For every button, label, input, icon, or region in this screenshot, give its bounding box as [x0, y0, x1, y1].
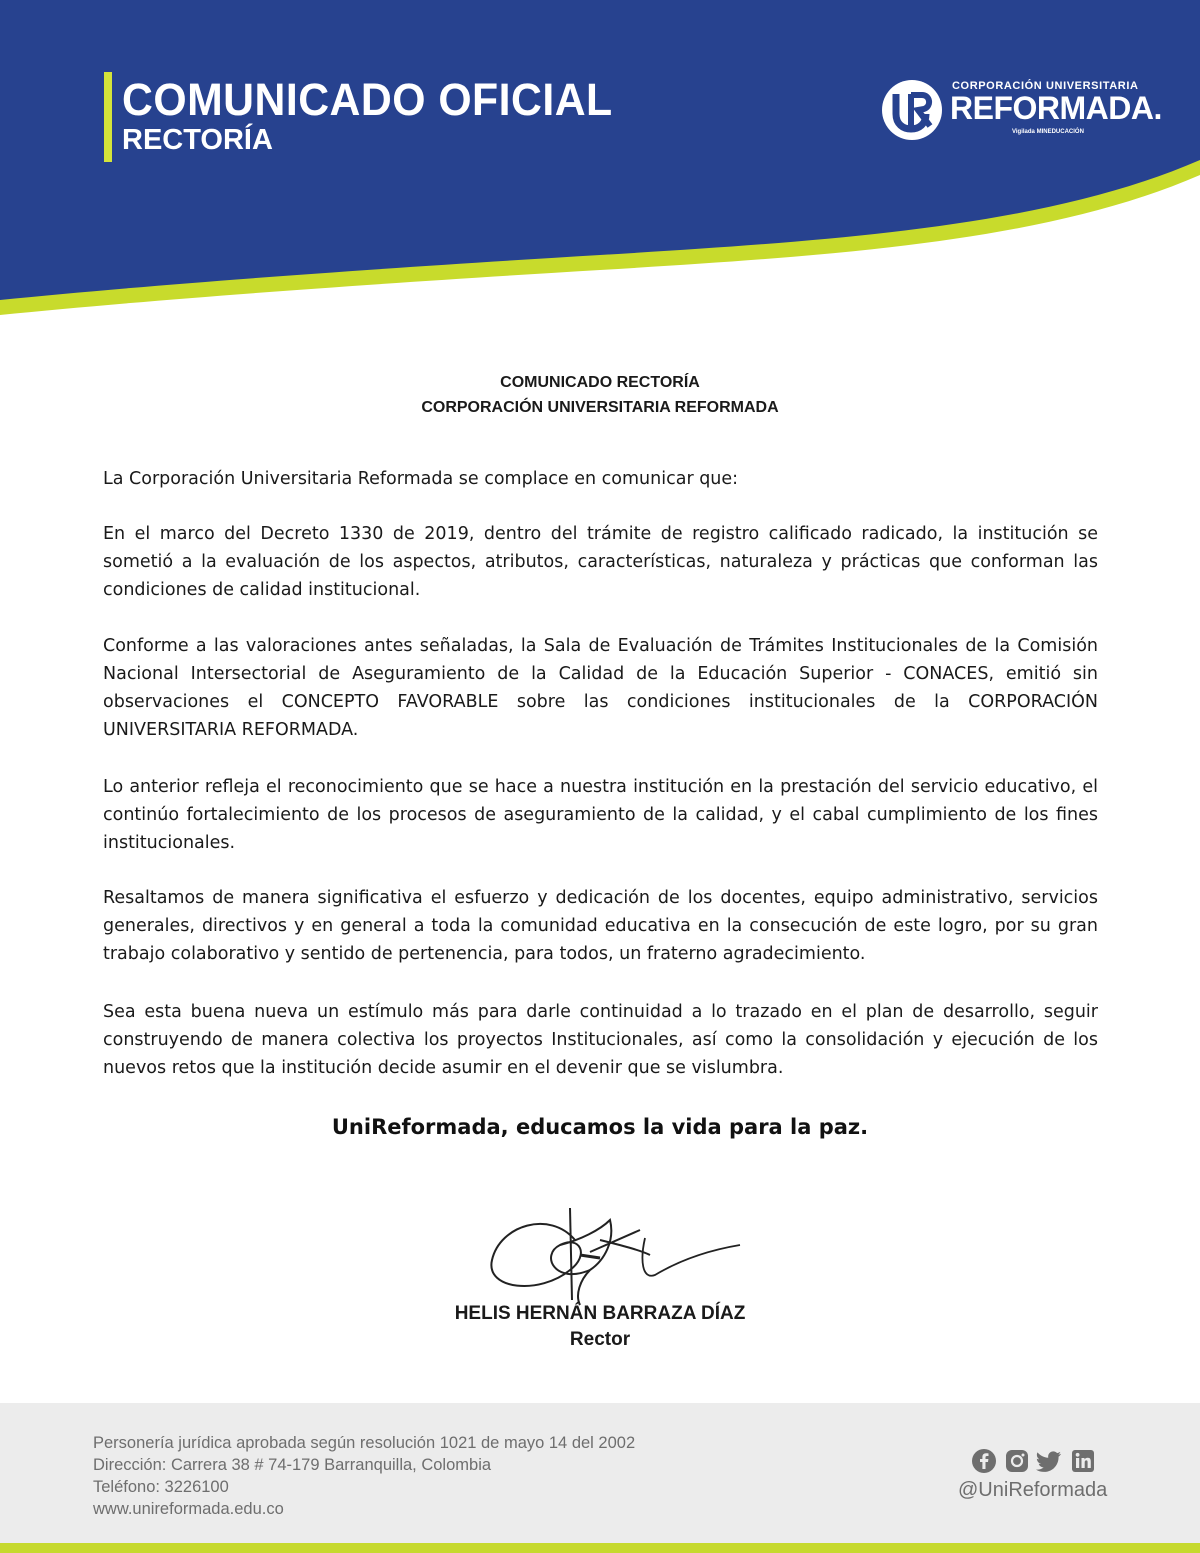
social-icons: [970, 1447, 1096, 1474]
ur-monogram-icon: [880, 78, 944, 142]
logo-top-line: CORPORACIÓN UNIVERSITARIA: [952, 80, 1139, 92]
page-subtitle: RECTORÍA: [122, 124, 273, 156]
logo-tagline: Vigilada MINEDUCACIÓN: [1012, 129, 1084, 135]
facebook-icon[interactable]: [970, 1447, 997, 1474]
motto: UniReformada, educamos la vida para la paz.: [331, 1115, 869, 1139]
signatory-role: Rector: [569, 1329, 631, 1350]
handwritten-signature: [480, 1200, 760, 1310]
logo-name: REFORMADA.: [950, 90, 1162, 126]
linkedin-icon[interactable]: [1069, 1447, 1096, 1474]
document-heading-line-1: COMUNICADO RECTORÍA: [500, 374, 700, 391]
footer-contact: [93, 1432, 635, 1520]
footer-website-link[interactable]: www.unireformada.edu.co: [93, 1500, 284, 1518]
paragraph-closing: Sea esta buena nueva un estímulo más para darle continuidad a lo trazado en el plan de desarrollo, seguir construyendo de manera colectiva los proyectos Institucionales, así como la consolidación y ejecución de los nuevos retos que la institución decide asumir en el devenir que se vislumbra.: [103, 1002, 1098, 1078]
instagram-icon[interactable]: [1003, 1447, 1030, 1474]
footer-accent-line: [0, 1543, 1200, 1553]
social-handle[interactable]: @UniReformada: [958, 1479, 1108, 1501]
paragraph-thanks: Resaltamos de manera significativa el esfuerzo y dedicación de los docentes, equipo administrativo, servicios generales, directivos y en general a toda la comunidad educativa en la consecución de este logro, por su gran trabajo colaborativo y sentido de pertenencia, para todos, un fraterno agradecimiento.: [103, 888, 1098, 964]
university-logo[interactable]: [880, 70, 1162, 160]
footer-phone: Teléfono: 3226100: [93, 1478, 229, 1496]
title-accent-bar: [104, 72, 112, 162]
paragraph-decree: En el marco del Decreto 1330 de 2019, dentro del trámite de registro calificado radicado, la institución se sometió a la evaluación de los aspectos, atributos, características, naturaleza y prácticas que conforman las condiciones de calidad institucional.: [103, 524, 1098, 600]
document-heading-line-2: CORPORACIÓN UNIVERSITARIA REFORMADA: [421, 399, 779, 416]
paragraph-intro: La Corporación Universitaria Reformada se complace en comunicar que:: [103, 469, 739, 489]
paragraph-recognition: Lo anterior refleja el reconocimiento que se hace a nuestra institución en la prestación del servicio educativo, el continúo fortalecimiento de los procesos de aseguramiento de la calidad, y el cabal cumplimiento de los fines institucionales.: [103, 777, 1098, 853]
twitter-icon[interactable]: [1036, 1447, 1063, 1474]
page-title: COMUNICADO OFICIAL: [122, 74, 613, 125]
footer-address: Dirección: Carrera 38 # 74-179 Barranquilla, Colombia: [93, 1456, 492, 1474]
header-banner: [0, 0, 1200, 330]
signatory-name: HELIS HERNÁN BARRAZA DÍAZ: [454, 1303, 746, 1324]
paragraph-conaces: Conforme a las valoraciones antes señaladas, la Sala de Evaluación de Trámites Institucionales de la Comisión Nacional Intersectorial de Aseguramiento de la Calidad de la Educación Superior - CONACES, emitió sin observaciones el CONCEPTO FAVORABLE sobre las condiciones institucionales de la CORPORACIÓN UNIVERSITARIA REFORMADA.: [103, 636, 1098, 740]
footer-legal: Personería jurídica aprobada según resolución 1021 de mayo 14 del 2002: [93, 1434, 636, 1452]
